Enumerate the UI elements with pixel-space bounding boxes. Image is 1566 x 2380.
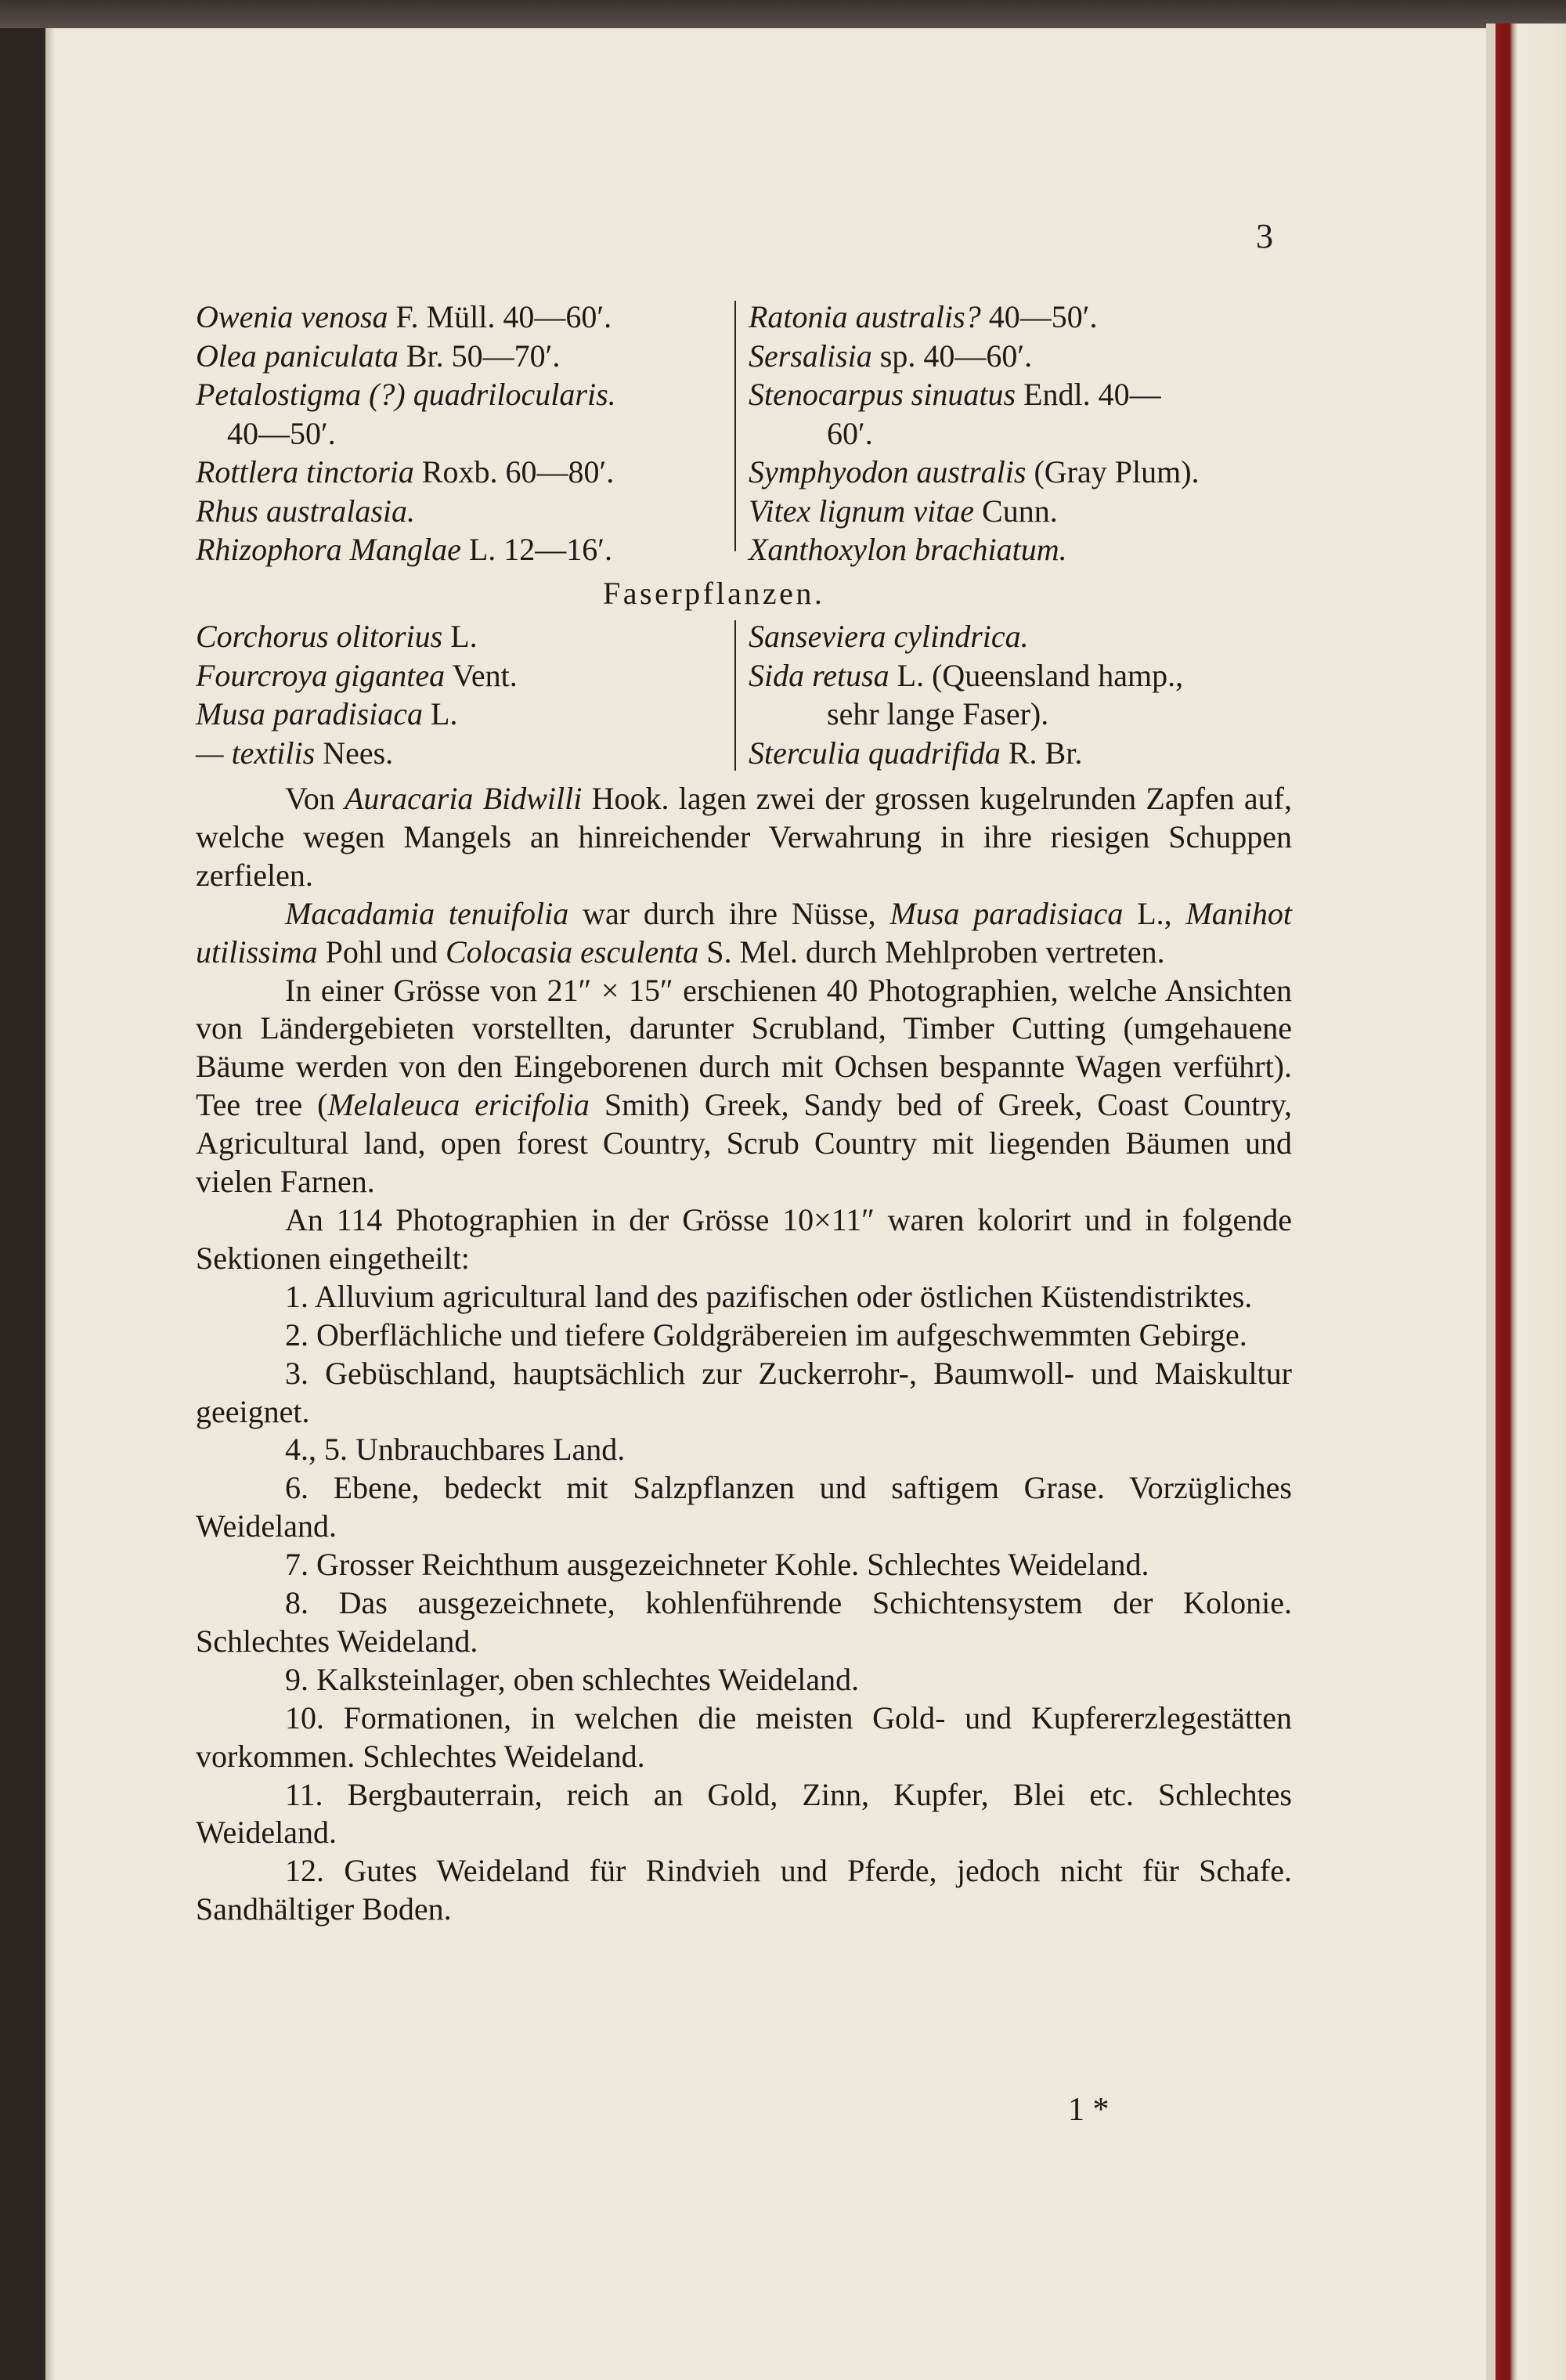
species-detail: sp. 40—60′. (871, 338, 1033, 374)
species-name: Colocasia esculenta (445, 934, 699, 970)
paragraph (196, 1699, 1292, 1776)
text-run: Von (285, 781, 345, 816)
species-name: Petalostigma (?) quadrilocularis. (196, 377, 616, 412)
text-run: 10. Formationen, in welchen die meisten Gold- und Kupfererzlegestätten vorkommen. Schlechtes Weideland. (196, 1699, 1292, 1774)
dark-background-top (0, 0, 1566, 28)
text-run: 2. Oberflächliche und tiefere Goldgräbereien im aufgeschwemmten Gebirge. (285, 1316, 1247, 1353)
species-entry (196, 414, 736, 453)
text-run: 6. Ebene, bedeckt mit Salzpflanzen und saftigem Grase. Vorzügliches Weideland. (196, 1470, 1292, 1544)
text-run: 4., 5. Unbrauchbares Land. (285, 1432, 626, 1468)
species-entry (196, 298, 736, 337)
species-entry (749, 375, 1312, 414)
species-name: Sterculia quadrifida (749, 735, 1001, 771)
column-divider (734, 620, 736, 771)
species-detail: Vent. (445, 657, 518, 693)
species-name: Xanthoxylon brachiatum. (749, 532, 1067, 567)
species-name: Melaleuca ericifolia (327, 1087, 590, 1123)
species-name: Owenia venosa (196, 299, 388, 334)
book-cover-edge (1486, 23, 1566, 2380)
paragraph (196, 1431, 1292, 1469)
species-name: Rhus australasia. (196, 493, 416, 529)
species-name: Ratonia australis? (749, 299, 981, 334)
species-name: Sersalisia (749, 338, 872, 374)
text-run: 7. Grosser Reichthum ausgezeichneter Kohle. Schlechtes Weideland. (285, 1547, 1149, 1583)
species-table-2-right (749, 617, 1312, 772)
page-gutter (45, 28, 55, 2380)
text-run: 1. Alluvium agricultural land des pazifischen oder östlichen Küstendistriktes. (285, 1278, 1253, 1314)
paragraph (196, 1355, 1292, 1432)
species-entry (196, 530, 736, 569)
species-name: Macadamia tenuifolia (285, 895, 569, 931)
species-detail: Br. 50—70′. (398, 338, 561, 374)
paragraph (196, 1469, 1292, 1546)
species-name: Musa paradisiaca (196, 696, 423, 731)
species-detail: (Gray Plum). (1026, 454, 1200, 489)
printer-signature-mark: 1 * (1068, 2092, 1110, 2128)
text-run: 3. Gebüschland, hauptsächlich zur Zuckerrohr-, Baumwoll- und Maiskultur geeignet. (196, 1355, 1292, 1429)
species-entry (196, 734, 736, 773)
species-name: Musa paradisiaca (889, 895, 1124, 931)
species-entry (196, 656, 736, 695)
text-run: Pohl und (317, 934, 446, 970)
species-table-1-left (196, 298, 736, 569)
species-name: Symphyodon australis (749, 454, 1027, 489)
paragraph (196, 1852, 1292, 1929)
species-entry (196, 337, 736, 376)
species-detail: Roxb. 60—80′. (413, 454, 615, 489)
paragraph (196, 1316, 1292, 1355)
paragraph (196, 972, 1292, 1201)
species-name: Sida retusa (749, 657, 889, 693)
species-entry (749, 414, 1312, 453)
section-heading: Faserpflanzen. (603, 576, 825, 611)
species-entry (749, 695, 1312, 734)
paragraph (196, 895, 1292, 972)
species-table-2-left (196, 617, 736, 772)
text-run: 9. Kalksteinlager, oben schlechtes Weideland. (285, 1661, 860, 1697)
species-detail: 60′. (827, 415, 873, 451)
species-entry (749, 656, 1312, 695)
species-entry (749, 298, 1312, 337)
species-detail: Endl. 40— (1016, 377, 1161, 412)
species-detail: L. (442, 619, 478, 654)
species-entry (196, 492, 736, 531)
species-table-2 (196, 617, 1315, 774)
text-run: 11. Bergbauterrain, reich an Gold, Zinn, Kupfer, Blei etc. Schlechtes Weideland. (196, 1776, 1292, 1851)
text-run: L., (1123, 895, 1186, 931)
species-entry (196, 695, 736, 734)
paragraph (196, 1584, 1292, 1661)
text-run: 12. Gutes Weideland für Rindvieh und Pferde, jedoch nicht für Schafe. Sandhältiger Boden. (196, 1853, 1292, 1927)
species-detail: 40—50′. (980, 299, 1098, 334)
species-entry (196, 617, 736, 656)
text-run: 8. Das ausgezeichnete, kohlenführende Schichtensystem der Kolonie. Schlechtes Weideland. (196, 1585, 1292, 1659)
body-text (196, 780, 1292, 1929)
species-name: Olea paniculata (196, 338, 399, 374)
species-detail: 40—50′. (227, 415, 336, 451)
paragraph (196, 1776, 1292, 1853)
species-entry (749, 617, 1312, 656)
species-entry (749, 337, 1312, 376)
text-run: Smith) Greek, Sandy bed of Greek, Coast Country, Agricultural land, open forest Country, Scrub Country mit liegenden Bäumen und vielen Farnen. (196, 1087, 1293, 1200)
species-detail: L. (423, 696, 458, 731)
species-detail: Cunn. (974, 493, 1058, 529)
species-table-1-right (749, 298, 1312, 569)
species-detail: R. Br. (1000, 735, 1083, 771)
text-run: war durch ihre Nüsse, (568, 895, 890, 931)
text-run: S. Mel. durch Mehlproben vertreten. (698, 934, 1165, 970)
species-entry (196, 375, 736, 414)
paragraph (196, 1546, 1292, 1584)
species-name: Corchorus olitorius (196, 619, 443, 654)
paragraph (196, 1278, 1292, 1316)
species-entry (749, 530, 1312, 569)
species-name: Rhizophora Manglae (196, 532, 461, 567)
species-name: Manihot utilissima (196, 895, 1293, 970)
species-name: — textilis (196, 735, 316, 771)
species-detail: L. 12—16′. (460, 532, 613, 567)
species-name: Sanseviera cylindrica. (749, 619, 1029, 654)
page-number: 3 (1256, 217, 1273, 255)
species-entry (749, 492, 1312, 531)
paragraph (196, 1661, 1292, 1699)
species-entry (749, 453, 1312, 492)
paragraph (196, 780, 1292, 895)
species-entry (196, 453, 736, 492)
species-detail: Nees. (315, 735, 394, 771)
text-run: In einer Grösse von 21″ × 15″ erschienen 40 Photographien, welche Ansichten von Ländergebieten vorstellten, darunter Scrubland, Timber Cutting (umgehauene Bäume werden von den Eingeborenen durch mit Ochsen bespannte Wagen verführt). Tee tree ( (196, 972, 1292, 1123)
species-name: Stenocarpus sinuatus (749, 377, 1016, 412)
paragraph (196, 1201, 1292, 1278)
species-detail: L. (Queensland hamp., (889, 657, 1184, 693)
text-run: Hook. lagen zwei der grossen kugelrunden Zapfen auf, welche wegen Mangels an hinreichender Verwahrung in ihre riesigen Schuppen zerfielen. (196, 781, 1292, 893)
species-table-1 (196, 298, 1315, 572)
column-divider (734, 301, 736, 551)
text-run: An 114 Photographien in der Grösse 10×11″ waren kolorirt und in folgende Sektionen eingetheilt: (196, 1201, 1292, 1276)
species-detail: sehr lange Faser). (827, 696, 1049, 731)
species-entry (749, 734, 1312, 773)
species-name: Fourcroya gigantea (196, 657, 446, 693)
species-name: Auracaria Bidwilli (345, 781, 583, 816)
species-name: Vitex lignum vitae (749, 493, 975, 529)
species-name: Rottlera tinctoria (196, 454, 414, 489)
species-detail: F. Müll. 40—60′. (388, 299, 612, 334)
